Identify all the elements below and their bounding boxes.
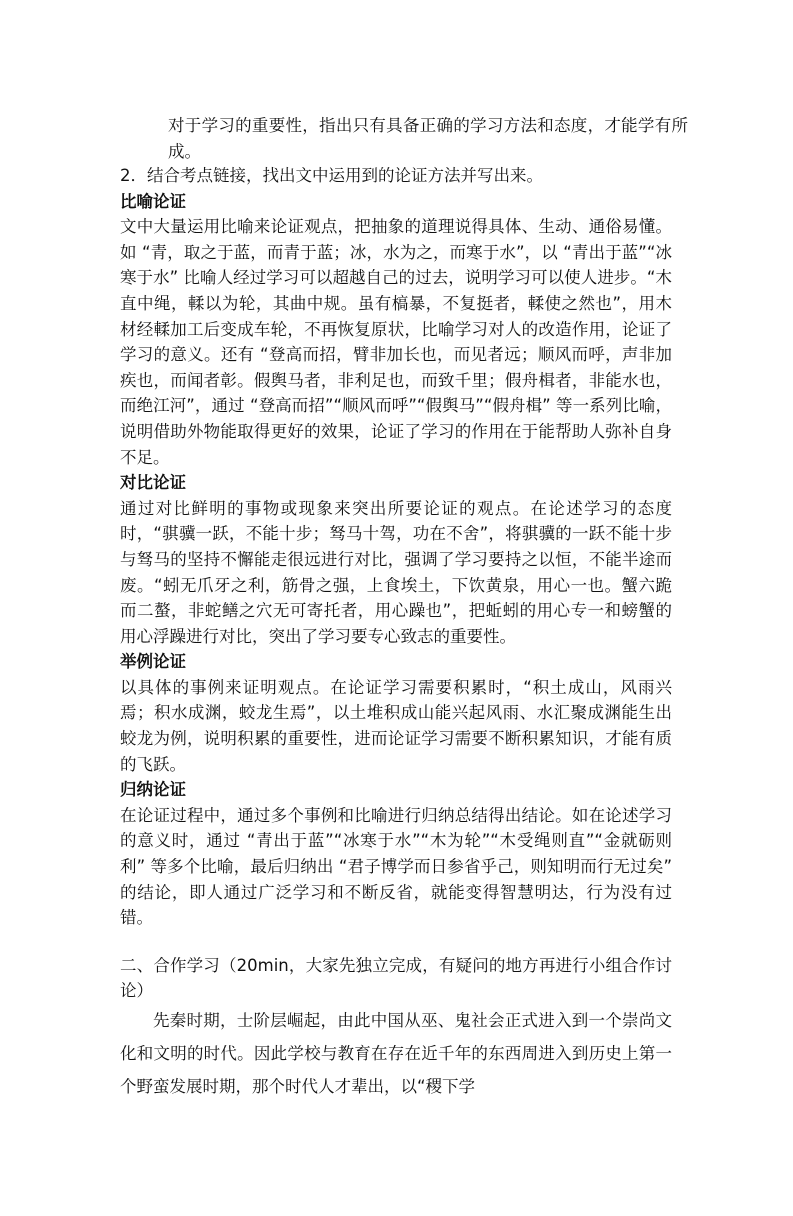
section-heading-metaphor: 比喻论证 [120,191,186,211]
section-heading-contrast: 对比论证 [120,473,186,493]
part2-paragraph: 先秦时期，士阶层崛起，由此中国从巫、鬼社会正式进入到一个崇尚文化和文明的时代。因此学校与教育在存在近千年的东西周进入到历史上第一个野蛮发展时期，那个时代人才辈出，以“稷下学 [120,1011,672,1096]
section-body-induction: 在论证过程中，通过多个事例和比喻进行归纳总结得出结论。如在论述学习的意义时，通过 “青出于蓝”“冰寒于水”“木为轮”“木受绳则直”“金就砺则利” 等多个比喻，最后归纳出 “君子博学而日参省乎己，则知明而行无过矣” 的结论，即人通过广泛学习和不断反省，就能变得智慧明达，行为没有过错。 [120,805,672,928]
section-body-example: 以具体的事例来证明观点。在论证学习需要积累时，“积土成山，风雨兴焉；积水成渊，蛟龙生焉”，以土堆积成山能兴起风雨、水汇聚成渊能生出蛟龙为例，说明积累的重要性，进而论证学习需要不断积累知识，才能有质的飞跃。 [120,677,672,774]
section-body-metaphor: 文中大量运用比喻来论证观点，把抽象的道理说得具体、生动、通俗易懂。如 “青，取之于蓝，而青于蓝；冰，水为之，而寒于水”，以 “青出于蓝”“冰寒于水” 比喻人经过学习可以超越自己的过去，说明学习可以使人进步。“木直中绳，輮以为轮，其曲中规。虽有槁暴，不复挺者，輮使之然也”，用木材经輮加工后变成车轮，不再恢复原状，比喻学习对人的改造作用，论证了学习的意义。还有 “登高而招，臂非加长也，而见者远；顺风而呼，声非加疾也，而闻者彰。假舆马者，非利足也，而致千里；假舟楫者，非能水也，而绝江河”，通过 “登高而招”“顺风而呼”“假舆马”“假舟楫” 等一系列比喻，说明借助外物能取得更好的效果，论证了学习的作用在于能帮助人弥补自身不足。 [120,217,672,467]
section-heading-example: 举例论证 [120,652,186,672]
section-spacer [120,931,672,953]
part2-title: 二、合作学习（20min，大家先独立完成，有疑问的地方再进行小组合作讨论） [120,955,672,1001]
section-body-contrast: 通过对比鲜明的事物或现象来突出所要论证的观点。在论述学习的态度时，“骐骥一跃，不能十步；驽马十驾，功在不舍”，将骐骥的一跃不能十步与驽马的坚持不懈能走很远进行对比，强调了学习要持之以恒，不能半途而废。“蚓无爪牙之利，筋骨之强，上食埃土，下饮黄泉，用心一也。蟹六跪而二螯，非蛇鳝之穴无可寄托者，用心躁也”，把蚯蚓的用心专一和螃蟹的用心浮躁进行对比，突出了学习要专心致志的重要性。 [120,498,672,646]
question-2: 2．结合考点链接，找出文中运用到的论证方法并写出来。 [120,166,543,185]
main-content [120,163,672,1103]
intro-paragraph: 对于学习的重要性，指出只有具备正确的学习方法和态度，才能学有所成。 [168,115,688,161]
section-heading-induction: 归纳论证 [120,780,186,800]
